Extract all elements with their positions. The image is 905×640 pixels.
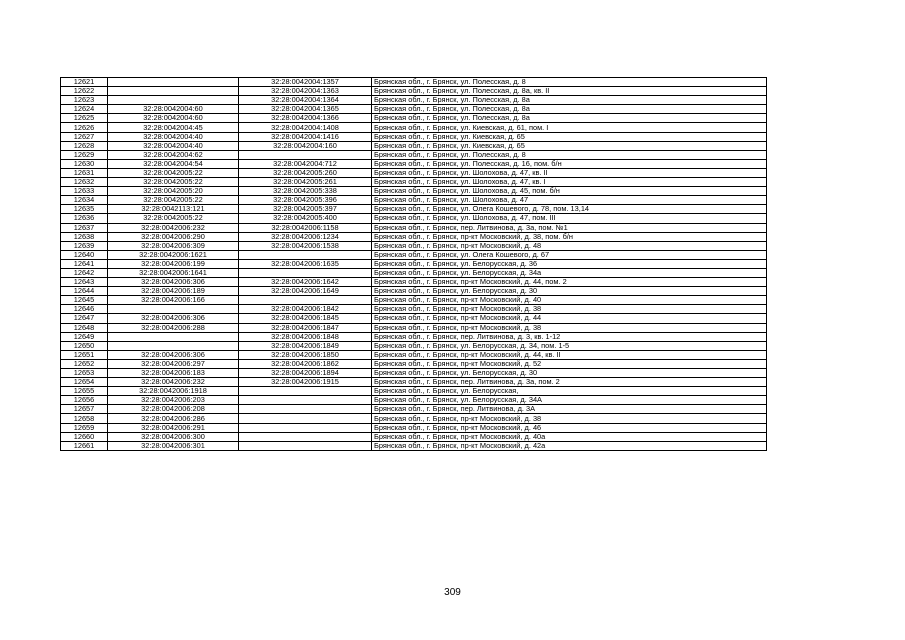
address-cell: Брянская обл., г. Брянск, ул. Белорусская, д. 36 [372, 259, 767, 268]
address-cell: Брянская обл., г. Брянск, пр-кт Московский, д. 38 [372, 323, 767, 332]
table-row [61, 350, 767, 359]
cadastral-number-cell: 32:28:0042006:166 [108, 296, 239, 305]
address-cell: Брянская обл., г. Брянск, ул. Шолохова, д. 45, пом. б/н [372, 187, 767, 196]
cadastral-number-cell: 32:28:0042005:22 [108, 214, 239, 223]
address-cell: Брянская обл., г. Брянск, ул. Белорусская, д. 34А [372, 396, 767, 405]
address-cell: Брянская обл., г. Брянск, пр-кт Московский, д. 38, пом. б/н [372, 232, 767, 241]
table-row [61, 387, 767, 396]
row-number-cell: 12631 [61, 168, 108, 177]
row-number-cell: 12641 [61, 259, 108, 268]
address-cell: Брянская обл., г. Брянск, ул. Олега Кошевого, д. 67 [372, 250, 767, 259]
object-number-cell [239, 432, 372, 441]
table-row [61, 278, 767, 287]
object-number-cell: 32:28:0042005:397 [239, 205, 372, 214]
object-number-cell: 32:28:0042004:1365 [239, 105, 372, 114]
table-row [61, 159, 767, 168]
object-number-cell: 32:28:0042004:1416 [239, 132, 372, 141]
row-number-cell: 12658 [61, 414, 108, 423]
table-row [61, 205, 767, 214]
address-cell: Брянская обл., г. Брянск, ул. Белорусская, [372, 387, 767, 396]
row-number-cell: 12640 [61, 250, 108, 259]
object-number-cell [239, 296, 372, 305]
object-number-cell: 32:28:0042006:1635 [239, 259, 372, 268]
object-number-cell: 32:28:0042006:1848 [239, 332, 372, 341]
cadastral-number-cell: 32:28:0042006:286 [108, 414, 239, 423]
address-cell: Брянская обл., г. Брянск, ул. Полесская, д. 8а [372, 96, 767, 105]
address-cell: Брянская обл., г. Брянск, пр-кт Московский, д. 46 [372, 423, 767, 432]
row-number-cell: 12629 [61, 150, 108, 159]
address-cell: Брянская обл., г. Брянск, ул. Шолохова, д. 47, кв. I [372, 178, 767, 187]
address-cell: Брянская обл., г. Брянск, ул. Белорусская, д. 30 [372, 369, 767, 378]
row-number-cell: 12657 [61, 405, 108, 414]
cadastral-number-cell [108, 78, 239, 87]
cadastral-number-cell: 32:28:0042006:290 [108, 232, 239, 241]
cadastral-number-cell: 32:28:0042006:306 [108, 314, 239, 323]
address-cell: Брянская обл., г. Брянск, ул. Шолохова, д. 47, пом. III [372, 214, 767, 223]
address-cell: Брянская обл., г. Брянск, ул. Полесская, д. 8а [372, 105, 767, 114]
row-number-cell: 12639 [61, 241, 108, 250]
address-cell: Брянская обл., г. Брянск, пр-кт Московский, д. 38 [372, 305, 767, 314]
address-cell: Брянская обл., г. Брянск, ул. Олега Кошевого, д. 78, пом. 13,14 [372, 205, 767, 214]
table-row [61, 105, 767, 114]
object-number-cell: 32:28:0042006:1894 [239, 369, 372, 378]
table-row [61, 332, 767, 341]
cadastral-number-cell: 32:28:0042004:60 [108, 105, 239, 114]
table-row [61, 369, 767, 378]
object-number-cell: 32:28:0042004:1366 [239, 114, 372, 123]
address-cell: Брянская обл., г. Брянск, пр-кт Московский, д. 48 [372, 241, 767, 250]
cadastral-number-cell: 32:28:0042006:232 [108, 378, 239, 387]
row-number-cell: 12622 [61, 87, 108, 96]
cadastral-number-cell: 32:28:0042006:309 [108, 241, 239, 250]
cadastral-number-cell: 32:28:0042004:60 [108, 114, 239, 123]
table-row [61, 323, 767, 332]
cadastral-number-cell: 32:28:0042006:208 [108, 405, 239, 414]
table-row [61, 168, 767, 177]
object-number-cell: 32:28:0042006:1649 [239, 287, 372, 296]
table-row [61, 423, 767, 432]
table-row [61, 287, 767, 296]
address-cell: Брянская обл., г. Брянск, пр-кт Московский, д. 44, кв. II [372, 350, 767, 359]
cadastral-number-cell: 32:28:0042005:20 [108, 187, 239, 196]
address-cell: Брянская обл., г. Брянск, пр-кт Московский, д. 40 [372, 296, 767, 305]
row-number-cell: 12632 [61, 178, 108, 187]
row-number-cell: 12649 [61, 332, 108, 341]
table-row [61, 378, 767, 387]
table-row [61, 314, 767, 323]
table-row [61, 259, 767, 268]
table-row [61, 232, 767, 241]
row-number-cell: 12650 [61, 341, 108, 350]
cadastral-number-cell: 32:28:0042004:45 [108, 123, 239, 132]
table-row [61, 405, 767, 414]
table-row [61, 305, 767, 314]
table-row [61, 132, 767, 141]
cadastral-number-cell: 32:28:0042004:40 [108, 141, 239, 150]
row-number-cell: 12636 [61, 214, 108, 223]
address-cell: Брянская обл., г. Брянск, пр-кт Московский, д. 40а [372, 432, 767, 441]
address-cell: Брянская обл., г. Брянск, пер. Литвинова, д. 3А [372, 405, 767, 414]
cadastral-number-cell: 32:28:0042006:300 [108, 432, 239, 441]
object-number-cell: 32:28:0042005:400 [239, 214, 372, 223]
table-row [61, 341, 767, 350]
row-number-cell: 12634 [61, 196, 108, 205]
row-number-cell: 12635 [61, 205, 108, 214]
row-number-cell: 12642 [61, 268, 108, 277]
row-number-cell: 12648 [61, 323, 108, 332]
table-row [61, 223, 767, 232]
object-number-cell: 32:28:0042005:261 [239, 178, 372, 187]
table-row [61, 87, 767, 96]
cadastral-number-cell: 32:28:0042006:306 [108, 278, 239, 287]
address-cell: Брянская обл., г. Брянск, ул. Белорусская, д. 34, пом. 1-5 [372, 341, 767, 350]
cadastral-number-cell: 32:28:0042005:22 [108, 168, 239, 177]
row-number-cell: 12625 [61, 114, 108, 123]
address-cell: Брянская обл., г. Брянск, пр-кт Московский, д. 52 [372, 359, 767, 368]
address-cell: Брянская обл., г. Брянск, пер. Литвинова, д. 3а, пом. №1 [372, 223, 767, 232]
object-number-cell [239, 396, 372, 405]
row-number-cell: 12628 [61, 141, 108, 150]
cadastral-number-cell: 32:28:0042006:1641 [108, 268, 239, 277]
object-number-cell: 32:28:0042006:1847 [239, 323, 372, 332]
object-number-cell: 32:28:0042006:1862 [239, 359, 372, 368]
cadastral-number-cell: 32:28:0042005:22 [108, 178, 239, 187]
cadastral-number-cell [108, 96, 239, 105]
object-number-cell [239, 150, 372, 159]
table-row [61, 250, 767, 259]
table-row [61, 359, 767, 368]
row-number-cell: 12626 [61, 123, 108, 132]
table-row [61, 296, 767, 305]
table-row [61, 441, 767, 450]
table-row [61, 96, 767, 105]
cadastral-number-cell: 32:28:0042006:189 [108, 287, 239, 296]
object-number-cell: 32:28:0042006:1915 [239, 378, 372, 387]
row-number-cell: 12630 [61, 159, 108, 168]
cadastral-number-cell: 32:28:0042006:306 [108, 350, 239, 359]
table-row [61, 187, 767, 196]
address-cell: Брянская обл., г. Брянск, ул. Киевская, д. 65 [372, 132, 767, 141]
address-cell: Брянская обл., г. Брянск, пр-кт Московский, д. 42а [372, 441, 767, 450]
row-number-cell: 12643 [61, 278, 108, 287]
object-number-cell: 32:28:0042006:1158 [239, 223, 372, 232]
cadastral-number-cell [108, 341, 239, 350]
object-number-cell: 32:28:0042004:712 [239, 159, 372, 168]
row-number-cell: 12638 [61, 232, 108, 241]
row-number-cell: 12645 [61, 296, 108, 305]
row-number-cell: 12624 [61, 105, 108, 114]
address-cell: Брянская обл., г. Брянск, пр-кт Московский, д. 44, пом. 2 [372, 278, 767, 287]
address-cell: Брянская обл., г. Брянск, ул. Белорусская, д. 34а [372, 268, 767, 277]
cadastral-number-cell [108, 305, 239, 314]
table-row [61, 196, 767, 205]
address-cell: Брянская обл., г. Брянск, ул. Киевская, д. 65 [372, 141, 767, 150]
object-number-cell: 32:28:0042005:338 [239, 187, 372, 196]
address-cell: Брянская обл., г. Брянск, ул. Шолохова, д. 47, кв. II [372, 168, 767, 177]
table-row [61, 268, 767, 277]
table-row [61, 396, 767, 405]
cadastral-number-cell: 32:28:0042006:297 [108, 359, 239, 368]
address-cell: Брянская обл., г. Брянск, ул. Полесская, д. 8 [372, 78, 767, 87]
row-number-cell: 12644 [61, 287, 108, 296]
object-number-cell [239, 414, 372, 423]
address-cell: Брянская обл., г. Брянск, пер. Литвинова, д. 3а, пом. 2 [372, 378, 767, 387]
cadastral-number-cell: 32:28:0042006:1918 [108, 387, 239, 396]
object-number-cell [239, 268, 372, 277]
row-number-cell: 12637 [61, 223, 108, 232]
row-number-cell: 12652 [61, 359, 108, 368]
object-number-cell [239, 441, 372, 450]
object-number-cell: 32:28:0042004:160 [239, 141, 372, 150]
cadastral-number-cell: 32:28:0042005:22 [108, 196, 239, 205]
object-number-cell: 32:28:0042004:1364 [239, 96, 372, 105]
object-number-cell [239, 405, 372, 414]
cadastral-number-cell: 32:28:0042006:1621 [108, 250, 239, 259]
cadastral-number-cell: 32:28:0042006:301 [108, 441, 239, 450]
object-number-cell: 32:28:0042006:1642 [239, 278, 372, 287]
row-number-cell: 12660 [61, 432, 108, 441]
cadastral-number-cell: 32:28:0042006:291 [108, 423, 239, 432]
table-row [61, 150, 767, 159]
object-number-cell: 32:28:0042005:260 [239, 168, 372, 177]
address-cell: Брянская обл., г. Брянск, ул. Киевская, д. 61, пом. I [372, 123, 767, 132]
row-number-cell: 12656 [61, 396, 108, 405]
object-number-cell [239, 423, 372, 432]
registry-table [60, 77, 767, 451]
object-number-cell: 32:28:0042006:1842 [239, 305, 372, 314]
table-row [61, 414, 767, 423]
row-number-cell: 12651 [61, 350, 108, 359]
cadastral-number-cell: 32:28:0042006:203 [108, 396, 239, 405]
row-number-cell: 12633 [61, 187, 108, 196]
address-cell: Брянская обл., г. Брянск, ул. Полесская, д. 16, пом. б/н [372, 159, 767, 168]
cadastral-number-cell [108, 332, 239, 341]
cadastral-number-cell: 32:28:0042006:232 [108, 223, 239, 232]
table-row [61, 123, 767, 132]
registry-table-body [61, 78, 767, 451]
table-row [61, 78, 767, 87]
address-cell: Брянская обл., г. Брянск, пр-кт Московский, д. 38 [372, 414, 767, 423]
row-number-cell: 12654 [61, 378, 108, 387]
object-number-cell: 32:28:0042005:396 [239, 196, 372, 205]
table-row [61, 241, 767, 250]
object-number-cell [239, 250, 372, 259]
object-number-cell: 32:28:0042006:1538 [239, 241, 372, 250]
object-number-cell: 32:28:0042004:1363 [239, 87, 372, 96]
address-cell: Брянская обл., г. Брянск, ул. Полесская, д. 8а, кв. II [372, 87, 767, 96]
row-number-cell: 12655 [61, 387, 108, 396]
row-number-cell: 12646 [61, 305, 108, 314]
cadastral-number-cell: 32:28:0042004:54 [108, 159, 239, 168]
cadastral-number-cell: 32:28:0042004:40 [108, 132, 239, 141]
row-number-cell: 12627 [61, 132, 108, 141]
object-number-cell: 32:28:0042006:1849 [239, 341, 372, 350]
cadastral-number-cell [108, 87, 239, 96]
table-row [61, 214, 767, 223]
page-number: 309 [444, 587, 461, 598]
object-number-cell [239, 387, 372, 396]
object-number-cell: 32:28:0042006:1845 [239, 314, 372, 323]
object-number-cell: 32:28:0042006:1850 [239, 350, 372, 359]
row-number-cell: 12659 [61, 423, 108, 432]
address-cell: Брянская обл., г. Брянск, ул. Полесская, д. 8 [372, 150, 767, 159]
object-number-cell: 32:28:0042006:1234 [239, 232, 372, 241]
row-number-cell: 12661 [61, 441, 108, 450]
object-number-cell: 32:28:0042004:1357 [239, 78, 372, 87]
row-number-cell: 12621 [61, 78, 108, 87]
cadastral-number-cell: 32:28:0042004:62 [108, 150, 239, 159]
cadastral-number-cell: 32:28:0042006:183 [108, 369, 239, 378]
address-cell: Брянская обл., г. Брянск, ул. Шолохова, д. 47 [372, 196, 767, 205]
address-cell: Брянская обл., г. Брянск, ул. Полесская, д. 8а [372, 114, 767, 123]
row-number-cell: 12623 [61, 96, 108, 105]
table-row [61, 432, 767, 441]
cadastral-number-cell: 32:28:0042113:121 [108, 205, 239, 214]
object-number-cell: 32:28:0042004:1408 [239, 123, 372, 132]
row-number-cell: 12647 [61, 314, 108, 323]
table-row [61, 141, 767, 150]
address-cell: Брянская обл., г. Брянск, пр-кт Московский, д. 44 [372, 314, 767, 323]
table-row [61, 114, 767, 123]
address-cell: Брянская обл., г. Брянск, пер. Литвинова, д. 3, кв. 1-12 [372, 332, 767, 341]
table-row [61, 178, 767, 187]
row-number-cell: 12653 [61, 369, 108, 378]
cadastral-number-cell: 32:28:0042006:199 [108, 259, 239, 268]
cadastral-number-cell: 32:28:0042006:288 [108, 323, 239, 332]
address-cell: Брянская обл., г. Брянск, ул. Белорусская, д. 30 [372, 287, 767, 296]
